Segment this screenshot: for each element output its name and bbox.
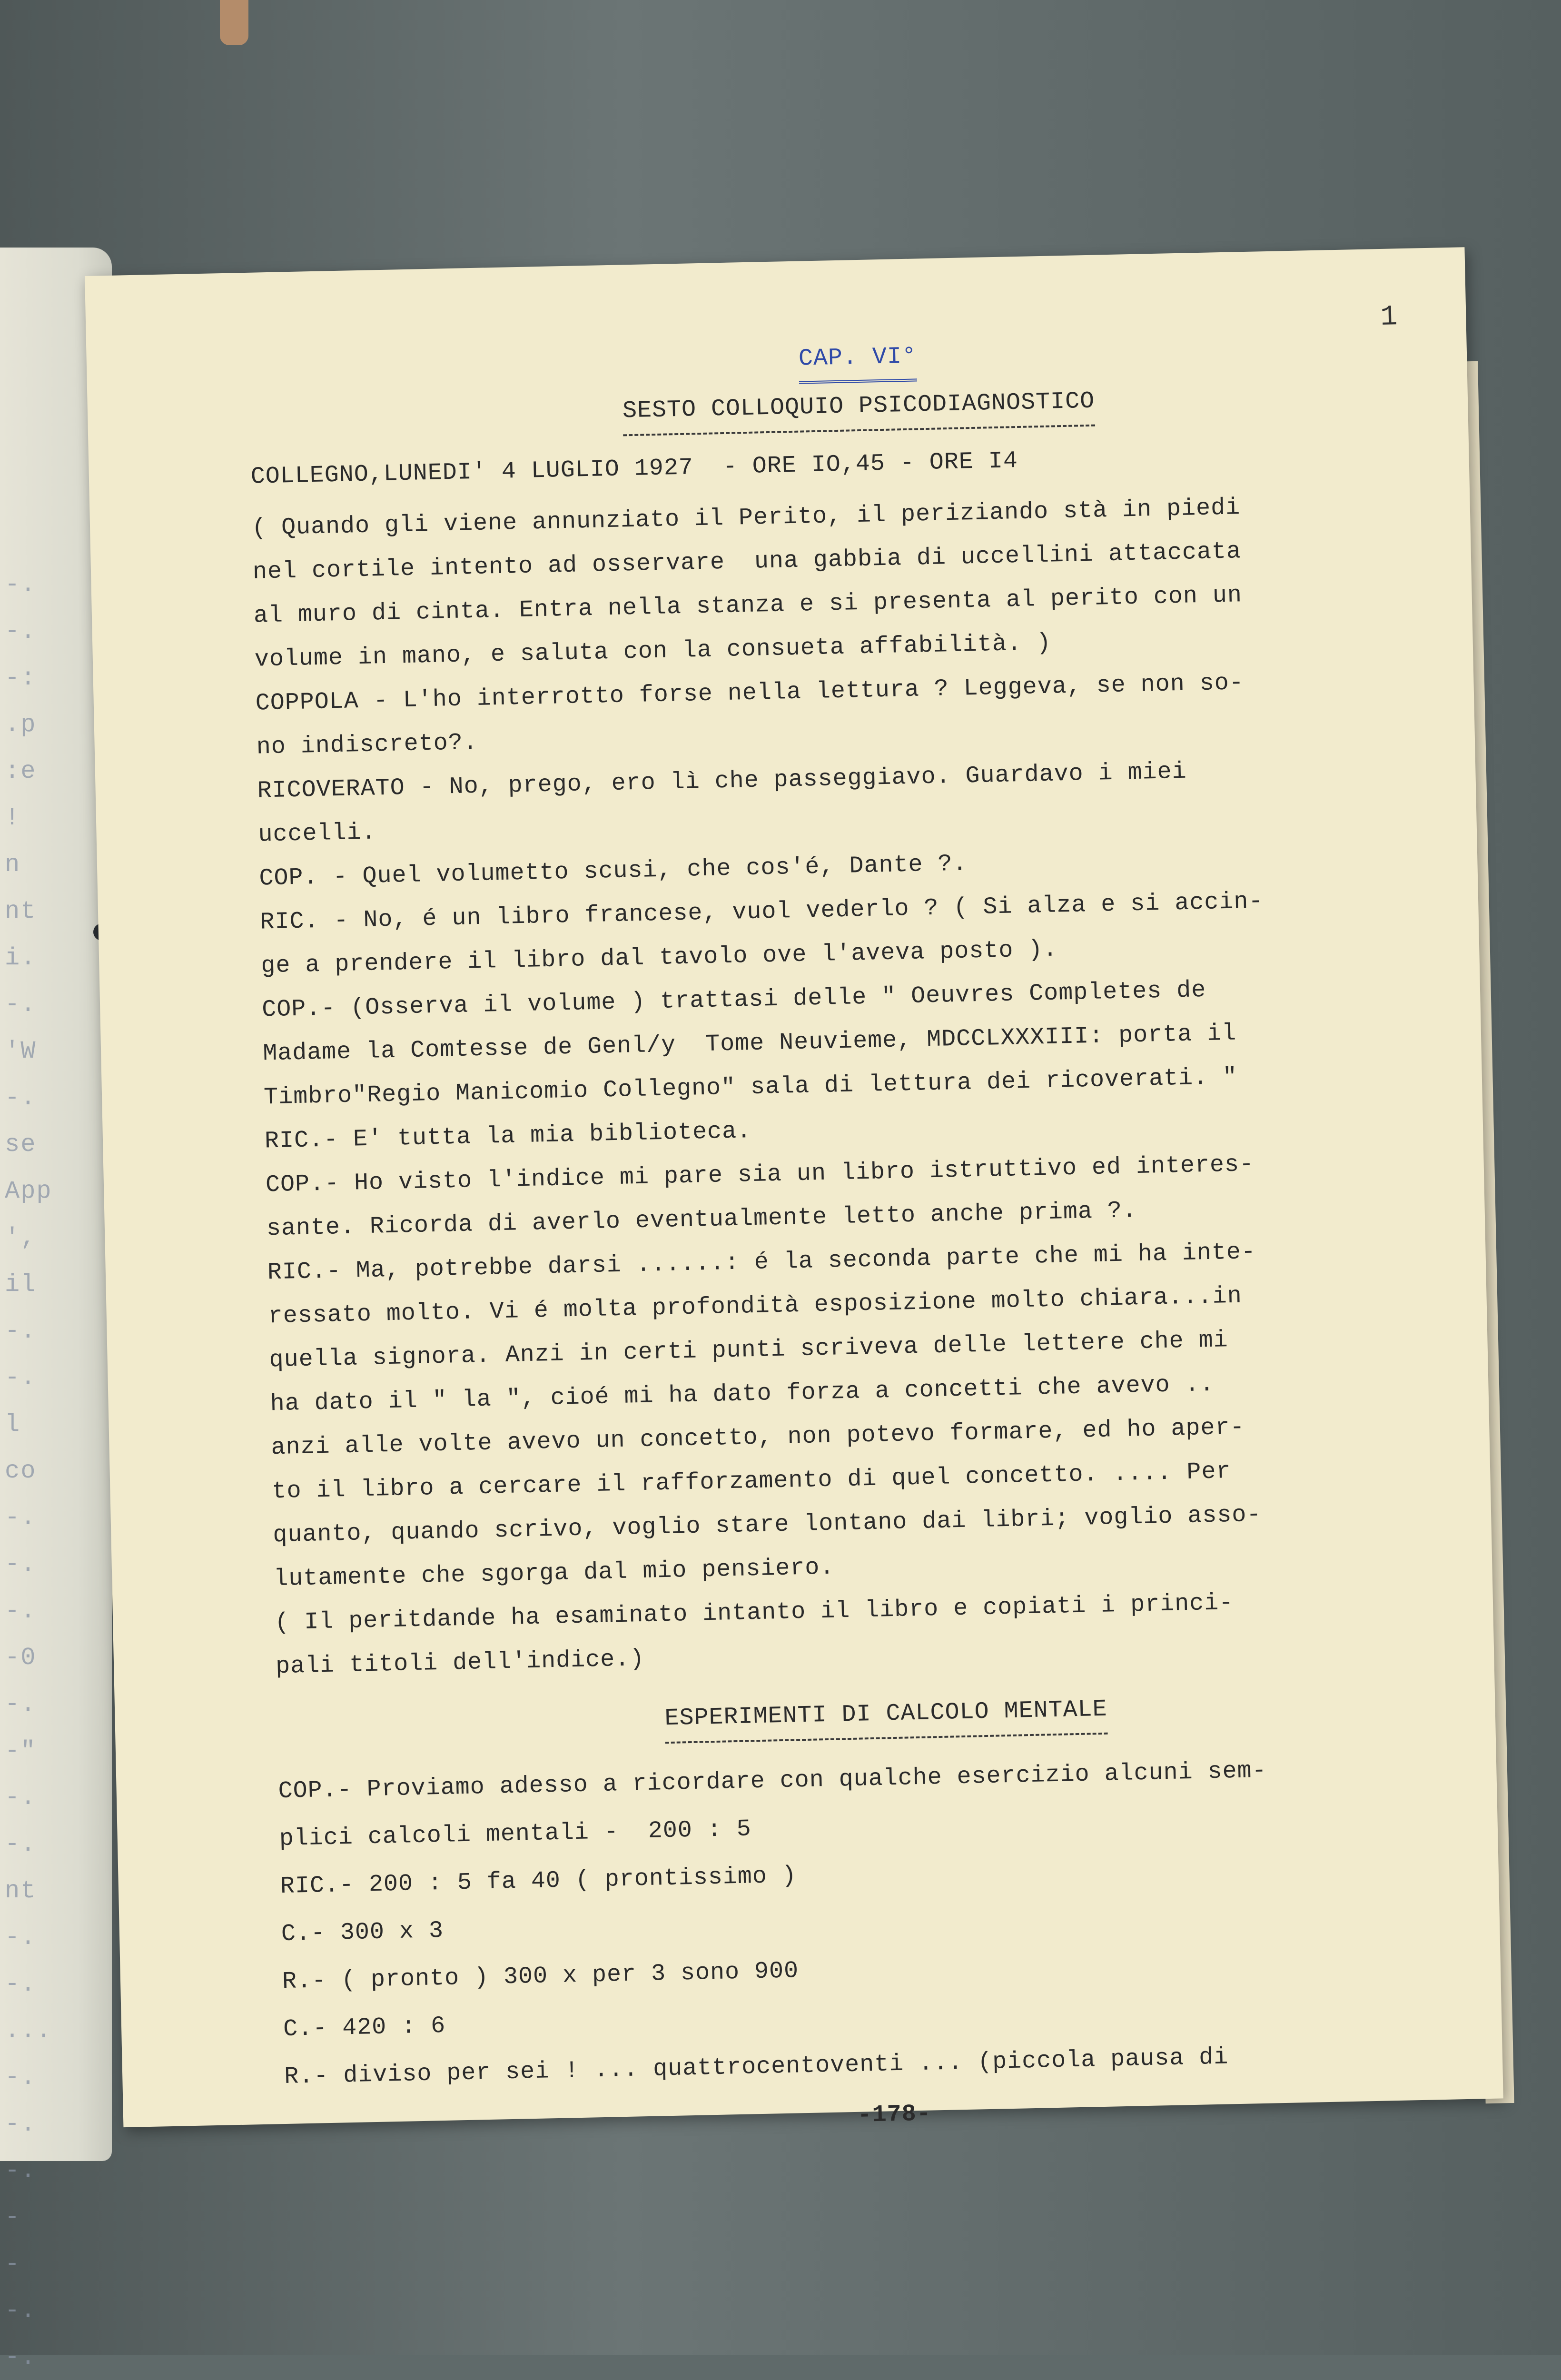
body-line: pali titoli dell'indice.)	[275, 1646, 645, 1681]
calculation-line: R.- diviso per sei ! ... quattrocentoventi ... (piccola pausa di	[284, 2043, 1229, 2091]
body-line: no indiscreto?.	[256, 729, 478, 761]
calculation-line: C.- 420 : 6	[283, 2012, 446, 2043]
body-line: COPPOLA - L'ho interrotto forse nella lettura ? Leggeva, se non so-	[255, 669, 1245, 717]
body-line: to il libro a cercare il rafforzamento di quel concetto. .... Per	[271, 1458, 1232, 1506]
previous-page-text: -. -. -: .p :e ! n nt i. -. 'W -. se App ', il -. -. l co -. -. -. -0 -. -" -. -. nt -. -. ... -. -. -. - - -. -.	[5, 571, 52, 2371]
body-line: uccelli.	[258, 819, 377, 849]
section-title-wrap	[277, 1680, 1495, 1752]
section-text	[278, 1743, 1503, 2101]
calculation-line: plici calcoli mentali - 200 : 5	[279, 1815, 752, 1853]
body-line: Timbro"Regio Manicomio Collegno" sala di lettura dei ricoverati. "	[263, 1063, 1238, 1111]
body-text	[251, 481, 1494, 1689]
body-line: al muro di cinta. Entra nella stanza e si presenta al perito con un	[253, 582, 1243, 630]
calculation-line: R.- ( pronto ) 300 x per 3 sono 900	[282, 1957, 799, 1996]
footer-page-number: -178-	[857, 2100, 932, 2129]
body-line: Madame la Comtesse de Genl/y Tome Neuvieme, MDCCLXXXIII: porta il	[262, 1020, 1237, 1068]
body-line: ge a prendere il libro dal tavolo ove l'aveva posto ).	[260, 936, 1058, 980]
body-line: quanto, quando scrivo, voglio stare lontano dai libri; voglio asso-	[272, 1501, 1262, 1549]
header-line: COLLEGNO,LUNEDI' 4 LUGLIO 1927 - ORE IO,45 - ORE I4	[250, 447, 1018, 491]
body-line: sante. Ricorda di averlo eventualmente letto anche prima ?.	[266, 1197, 1137, 1243]
body-line: quella signora. Anzi in certi punti scriveva delle lettere che mi	[269, 1327, 1229, 1374]
body-line: anzi alle volte avevo un concetto, non potevo formare, ed ho aper-	[271, 1414, 1245, 1462]
section-title: ESPERIMENTI DI CALCOLO MENTALE	[664, 1688, 1108, 1744]
body-line: RIC.- E' tutta la mia biblioteca.	[264, 1118, 752, 1155]
calculation-line: C.- 300 x 3	[281, 1917, 444, 1948]
typed-page	[85, 247, 1503, 2127]
body-line: ha dato il " la ", cioé mi ha dato forza a concetti che avevo ..	[270, 1370, 1215, 1418]
calculation-line: RIC.- 200 : 5 fa 40 ( prontissimo )	[280, 1862, 797, 1901]
page-number-mark: 1	[1380, 301, 1398, 334]
session-title: SESTO COLLOQUIO PSICODIAGNOSTICO	[622, 380, 1095, 436]
body-line: RIC.- Ma, potrebbe darsi ......: é la seconda parte che mi ha inte-	[267, 1238, 1256, 1287]
body-line: ( Quando gli viene annunziato il Perito, il periziando stà in piedi	[251, 494, 1241, 542]
body-line: nel cortile intento ad osservare una gabbia di uccellini attaccata	[252, 538, 1242, 586]
body-line: COP.- (Osserva il volume ) trattasi delle " Oeuvres Completes de	[261, 976, 1206, 1024]
body-line: volume in mano, e saluta con la consueta affabilità. )	[254, 629, 1052, 674]
body-line: ressato molto. Vi é molta profondità esposizione molto chiara...in	[268, 1282, 1243, 1330]
body-line: lutamente che sgorga dal mio pensiero.	[273, 1554, 835, 1593]
body-line: RICOVERATO - No, prego, ero lì che passeggiavo. Guardavo i miei	[257, 758, 1187, 805]
body-line: COP.- Ho visto l'indice mi pare sia un libro istruttivo ed interes-	[265, 1150, 1255, 1199]
page-text	[248, 323, 1504, 2150]
binder-tab	[220, 0, 248, 45]
body-line: ( Il peritdande ha esaminato intanto il libro e copiati i princi-	[274, 1589, 1234, 1637]
body-line: RIC. - No, é un libro francese, vuol vederlo ? ( Si alza e si accin-	[259, 888, 1264, 936]
chapter-heading: CAP. VI°	[798, 335, 917, 384]
body-line: COP. - Quel volumetto scusi, che cos'é, Dante ?.	[258, 850, 968, 892]
calculation-line: COP.- Proviamo adesso a ricordare con qualche esercizio alcuni sem-	[278, 1757, 1267, 1805]
